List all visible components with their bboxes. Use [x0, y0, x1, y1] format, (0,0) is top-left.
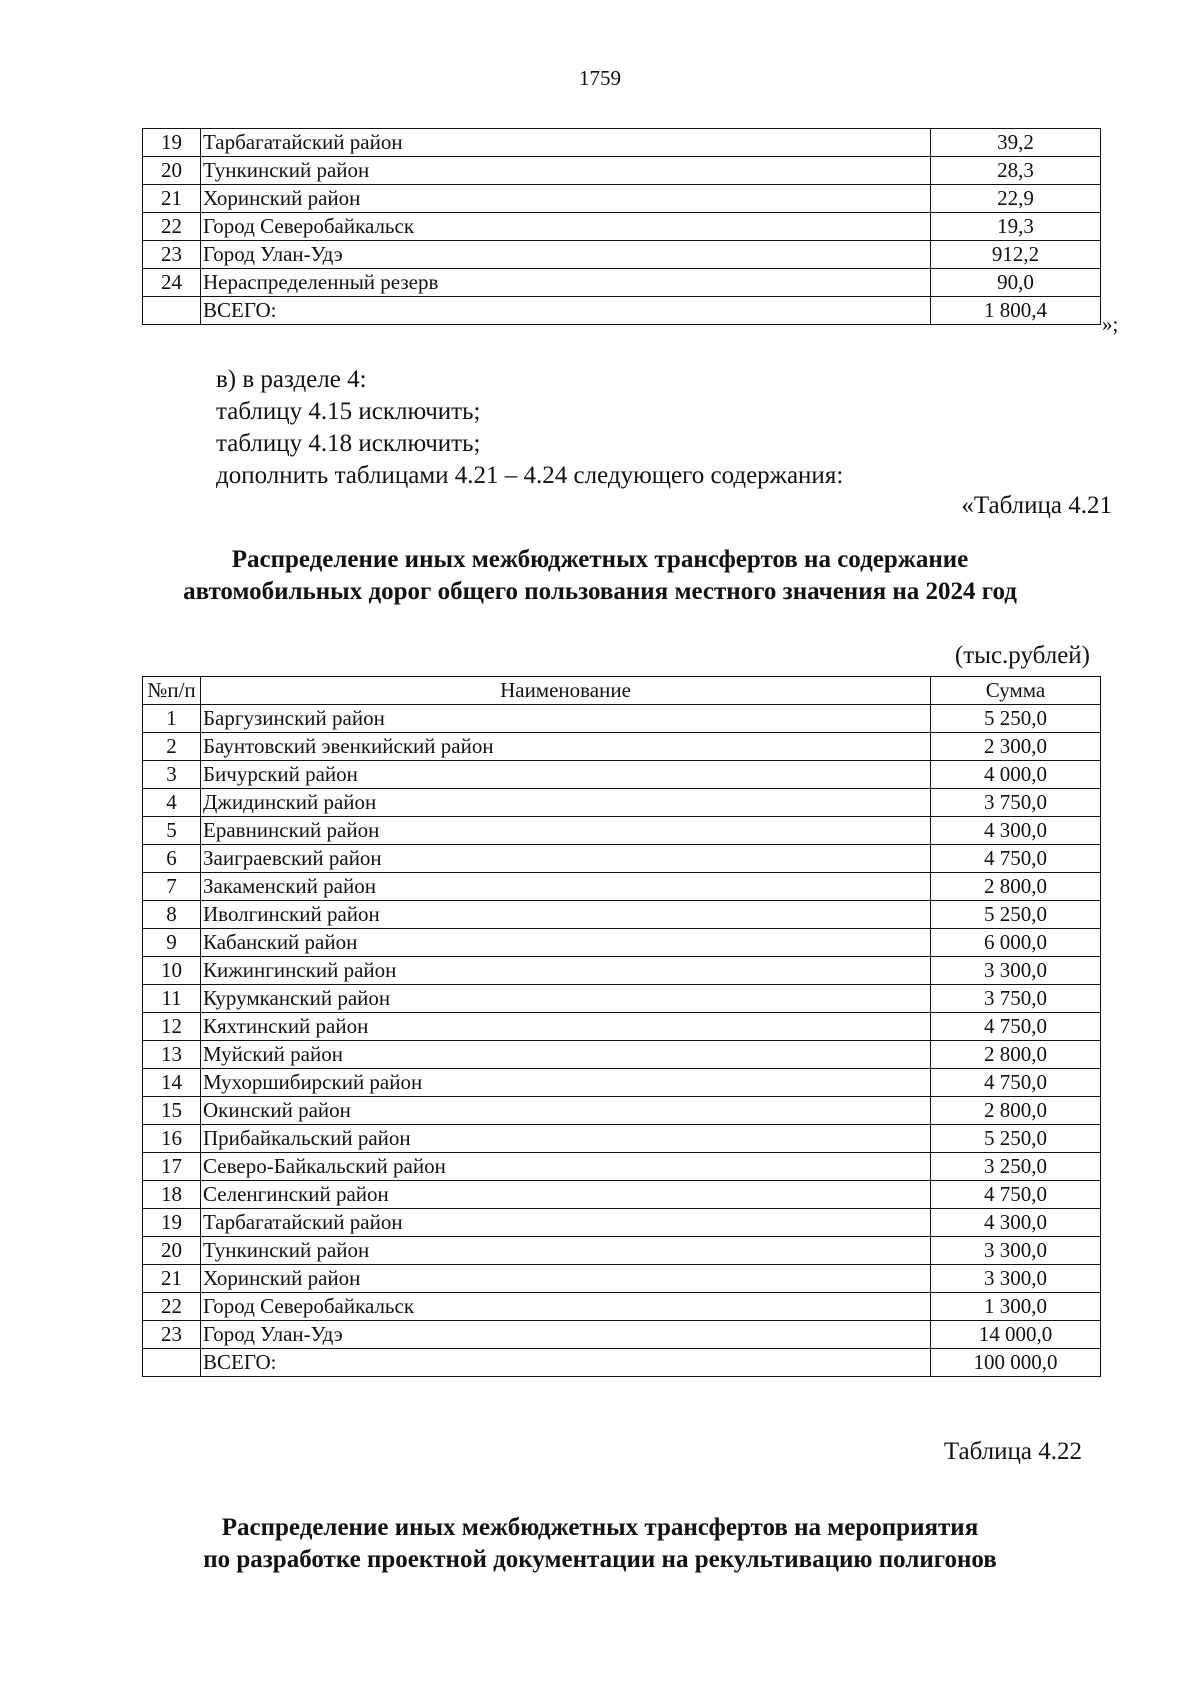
table-4-21-title-line-1: Распределение иных межбюджетных трансфертов на содержание [231, 546, 969, 573]
row-number: 3 [143, 761, 201, 789]
row-number: 10 [143, 957, 201, 985]
page-number: 1759 [579, 66, 621, 90]
table-row [143, 1097, 1101, 1125]
row-sum: 3 750,0 [931, 985, 1101, 1013]
row-name: Хоринский район [201, 1265, 931, 1293]
row-sum: 5 250,0 [931, 901, 1101, 929]
row-name: Курумканский район [201, 985, 931, 1013]
table-row [143, 957, 1101, 985]
table-row [143, 1125, 1101, 1153]
table-4-21-body [143, 705, 1101, 1377]
table-row [143, 1321, 1101, 1349]
row-name: ВСЕГО: [201, 297, 931, 325]
table-row [143, 157, 1101, 185]
row-sum: 14 000,0 [931, 1321, 1101, 1349]
row-sum: 28,3 [931, 157, 1101, 185]
row-sum: 2 300,0 [931, 733, 1101, 761]
table-4-21-title [0, 544, 1200, 608]
table-row [143, 297, 1101, 325]
row-name: Кяхтинский район [201, 1013, 931, 1041]
row-number: 8 [143, 901, 201, 929]
row-sum: 3 300,0 [931, 957, 1101, 985]
paragraph-exclude-4-18: таблицу 4.18 исключить; [216, 430, 481, 457]
row-name: Селенгинский район [201, 1181, 931, 1209]
row-name: Тункинский район [201, 157, 931, 185]
table-row [143, 761, 1101, 789]
row-sum: 2 800,0 [931, 1041, 1101, 1069]
row-number: 13 [143, 1041, 201, 1069]
row-name: Еравнинский район [201, 817, 931, 845]
row-number: 7 [143, 873, 201, 901]
table-4-21 [142, 676, 1101, 1377]
units-label: (тыс.рублей) [954, 642, 1090, 669]
row-name: Город Улан-Удэ [201, 241, 931, 269]
row-name: Нераспределенный резерв [201, 269, 931, 297]
table-row [143, 269, 1101, 297]
row-sum: 5 250,0 [931, 1125, 1101, 1153]
row-number: 5 [143, 817, 201, 845]
table-row [143, 873, 1101, 901]
table-row [143, 213, 1101, 241]
row-sum: 6 000,0 [931, 929, 1101, 957]
row-number: 1 [143, 705, 201, 733]
row-sum: 3 300,0 [931, 1265, 1101, 1293]
row-number: 20 [143, 157, 201, 185]
row-name: Мухоршибирский район [201, 1069, 931, 1097]
table-row [143, 705, 1101, 733]
table-4-22-title [0, 1512, 1200, 1576]
header-sum: Сумма [931, 677, 1101, 705]
paragraph-exclude-4-15: таблицу 4.15 исключить; [216, 398, 481, 425]
row-number: 12 [143, 1013, 201, 1041]
row-name: Кабанский район [201, 929, 931, 957]
row-number: 9 [143, 929, 201, 957]
row-name: Кижингинский район [201, 957, 931, 985]
row-number: 24 [143, 269, 201, 297]
table-row [143, 1153, 1101, 1181]
row-number: 21 [143, 185, 201, 213]
row-sum: 3 750,0 [931, 789, 1101, 817]
table-row [143, 1013, 1101, 1041]
table-4-22-title-line-2: по разработке проектной документации на рекультивацию полигонов [203, 1546, 997, 1573]
row-sum: 1 800,4 [931, 297, 1101, 325]
table-row [143, 1349, 1101, 1377]
row-number: 22 [143, 213, 201, 241]
row-number: 6 [143, 845, 201, 873]
table-row [143, 985, 1101, 1013]
row-number [143, 297, 201, 325]
table-row [143, 241, 1101, 269]
row-sum: 4 300,0 [931, 817, 1101, 845]
row-sum: 3 250,0 [931, 1153, 1101, 1181]
row-sum: 4 750,0 [931, 1013, 1101, 1041]
table-row [143, 185, 1101, 213]
row-name: Тарбагатайский район [201, 1209, 931, 1237]
row-name: Город Улан-Удэ [201, 1321, 931, 1349]
row-number: 2 [143, 733, 201, 761]
table-4-21-title-line-2: автомобильных дорог общего пользования местного значения на 2024 год [183, 578, 1017, 605]
table-header-row [143, 677, 1101, 705]
row-number: 15 [143, 1097, 201, 1125]
row-name: Окинский район [201, 1097, 931, 1125]
table-row [143, 1209, 1101, 1237]
table-row [143, 1069, 1101, 1097]
table-row [143, 845, 1101, 873]
row-number: 18 [143, 1181, 201, 1209]
row-sum: 4 300,0 [931, 1209, 1101, 1237]
row-name: Джидинский район [201, 789, 931, 817]
row-name: Баунтовский эвенкийский район [201, 733, 931, 761]
row-number: 11 [143, 985, 201, 1013]
row-number: 19 [143, 129, 201, 157]
table-row [143, 1265, 1101, 1293]
table-4-21-label: «Таблица 4.21 [961, 492, 1112, 519]
row-number: 17 [143, 1153, 201, 1181]
row-sum: 19,3 [931, 213, 1101, 241]
row-name: ВСЕГО: [201, 1349, 931, 1377]
table-4-22-label: Таблица 4.22 [943, 1438, 1082, 1465]
row-name: Город Северобайкальск [201, 213, 931, 241]
row-sum: 4 750,0 [931, 845, 1101, 873]
row-name: Город Северобайкальск [201, 1293, 931, 1321]
row-name: Иволгинский район [201, 901, 931, 929]
row-sum: 39,2 [931, 129, 1101, 157]
row-name: Тарбагатайский район [201, 129, 931, 157]
header-name: Наименование [201, 677, 931, 705]
row-name: Баргузинский район [201, 705, 931, 733]
row-name: Северо-Байкальский район [201, 1153, 931, 1181]
row-name: Закаменский район [201, 873, 931, 901]
table-4-22-title-line-1: Распределение иных межбюджетных трансфертов на мероприятия [221, 1514, 979, 1541]
row-number: 14 [143, 1069, 201, 1097]
row-sum: 5 250,0 [931, 705, 1101, 733]
row-number: 22 [143, 1293, 201, 1321]
row-sum: 2 800,0 [931, 873, 1101, 901]
row-sum: 4 000,0 [931, 761, 1101, 789]
header-num: №п/п [143, 677, 201, 705]
row-name: Прибайкальский район [201, 1125, 931, 1153]
row-sum: 912,2 [931, 241, 1101, 269]
closing-quote: »; [1102, 312, 1119, 336]
row-number [143, 1349, 201, 1377]
continuation-table [142, 128, 1101, 325]
table-row [143, 789, 1101, 817]
table-row [143, 129, 1101, 157]
row-sum: 4 750,0 [931, 1069, 1101, 1097]
paragraph-add-tables: дополнить таблицами 4.21 – 4.24 следующего содержания: [216, 462, 844, 489]
table-row [143, 1237, 1101, 1265]
table-row [143, 929, 1101, 957]
row-number: 19 [143, 1209, 201, 1237]
row-sum: 1 300,0 [931, 1293, 1101, 1321]
row-sum: 4 750,0 [931, 1181, 1101, 1209]
row-name: Хоринский район [201, 185, 931, 213]
row-number: 20 [143, 1237, 201, 1265]
row-sum: 90,0 [931, 269, 1101, 297]
row-sum: 22,9 [931, 185, 1101, 213]
table-row [143, 901, 1101, 929]
table-row [143, 1293, 1101, 1321]
table-row [143, 1041, 1101, 1069]
row-name: Бичурский район [201, 761, 931, 789]
continuation-table-body [143, 129, 1101, 325]
row-number: 23 [143, 241, 201, 269]
row-number: 4 [143, 789, 201, 817]
row-name: Муйский район [201, 1041, 931, 1069]
table-row [143, 817, 1101, 845]
table-row [143, 1181, 1101, 1209]
row-sum: 3 300,0 [931, 1237, 1101, 1265]
row-sum: 2 800,0 [931, 1097, 1101, 1125]
row-number: 16 [143, 1125, 201, 1153]
row-name: Заиграевский район [201, 845, 931, 873]
row-number: 23 [143, 1321, 201, 1349]
paragraph-section-4: в) в разделе 4: [216, 366, 367, 393]
table-row [143, 733, 1101, 761]
row-number: 21 [143, 1265, 201, 1293]
row-sum: 100 000,0 [931, 1349, 1101, 1377]
row-name: Тункинский район [201, 1237, 931, 1265]
